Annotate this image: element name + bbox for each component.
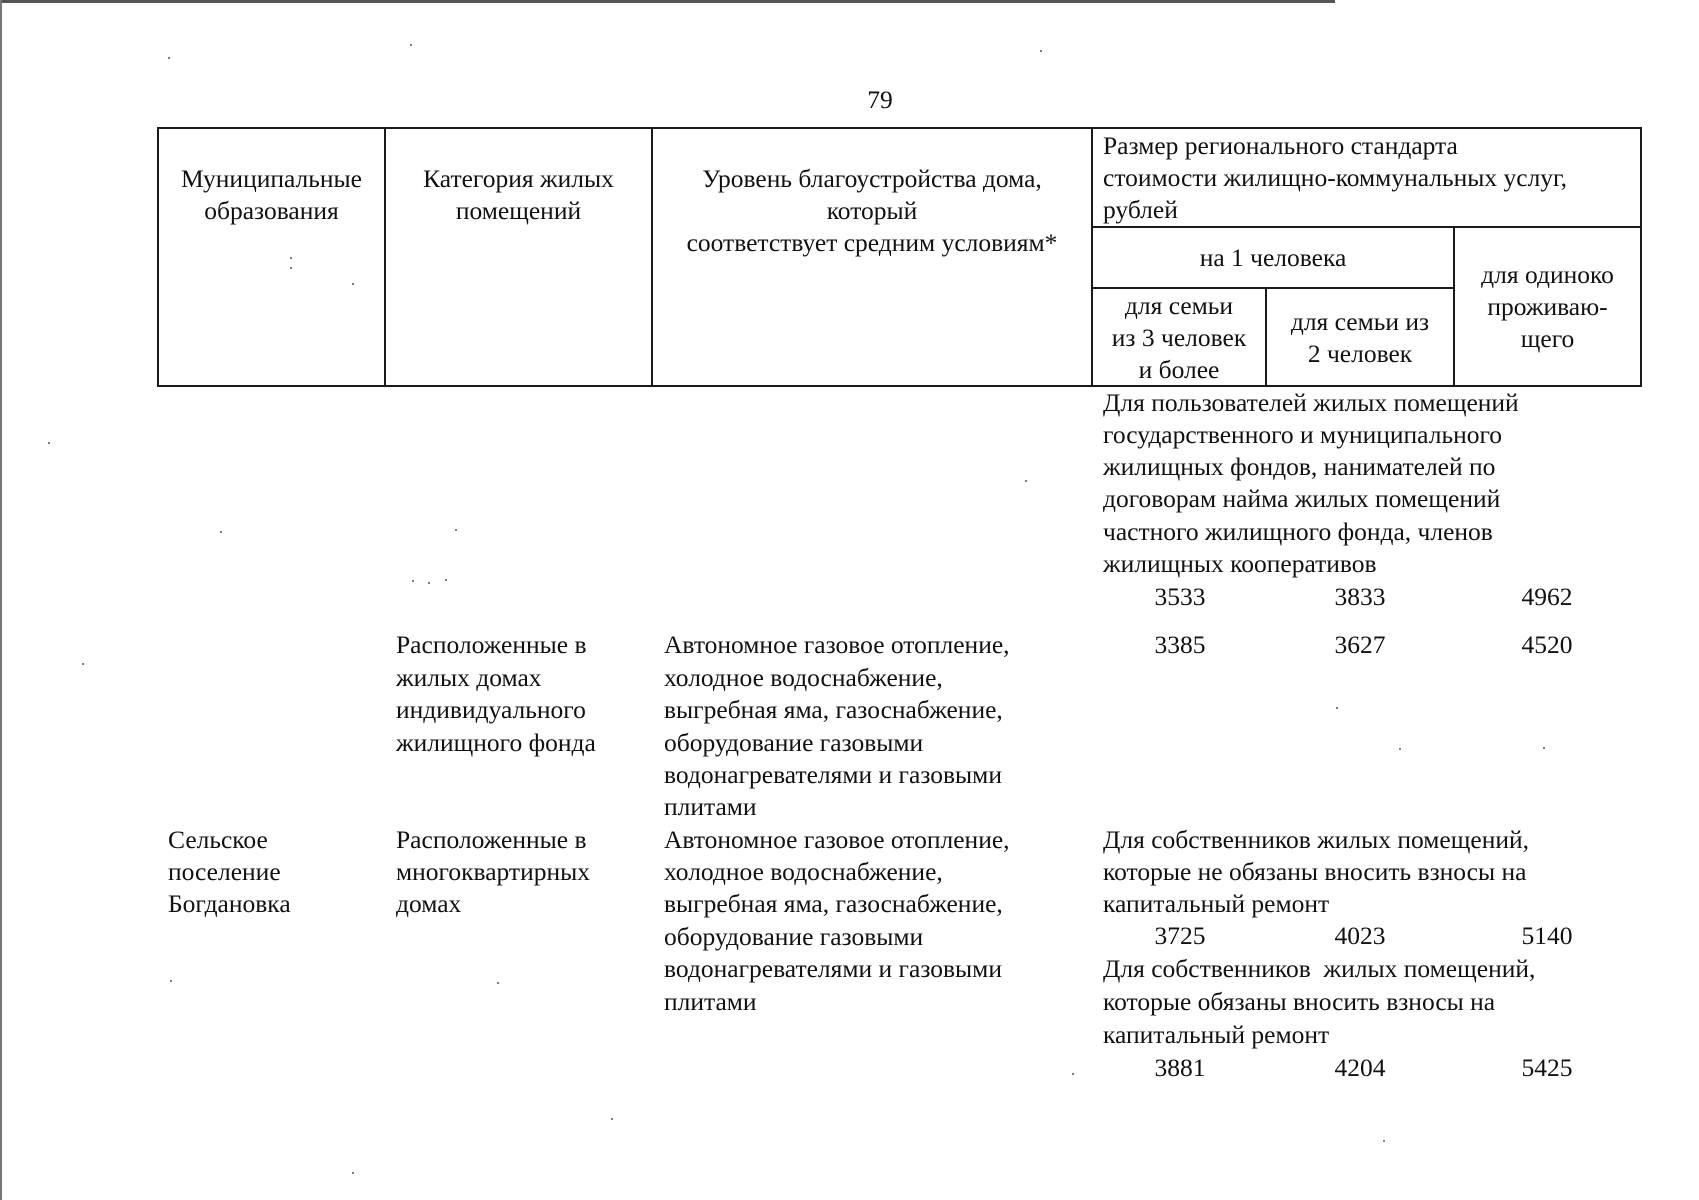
- cell-line: Сельское: [168, 825, 268, 854]
- speck: [410, 44, 412, 46]
- speck: [1383, 1140, 1385, 1142]
- value-family-3: 3385: [1154, 630, 1206, 659]
- speck: [1543, 747, 1545, 749]
- speck: [352, 1172, 354, 1174]
- value-single: 4520: [1521, 630, 1573, 659]
- header-line: соответствует средним условиям*: [686, 228, 1058, 257]
- cell-line: выгребная яма, газоснабжение,: [664, 889, 1003, 918]
- value-family-3: 3881: [1154, 1053, 1206, 1082]
- header-line: Размер регионального стандарта: [1103, 131, 1458, 160]
- header-line: для семьи: [1124, 291, 1234, 320]
- header-line: и более: [1138, 355, 1220, 384]
- caption-line: Для пользователей жилых помещений: [1103, 388, 1519, 417]
- caption-line: жилищных фондов, нанимателей по: [1103, 452, 1496, 481]
- caption-line: Для собственников жилых помещений,: [1103, 825, 1530, 854]
- header-line: Муниципальные: [180, 164, 362, 193]
- header-line: Уровень благоустройства дома,: [702, 164, 1042, 193]
- value-family-3: 3533: [1154, 582, 1206, 611]
- cell-line: индивидуального: [396, 695, 586, 724]
- value-single: 4962: [1521, 582, 1573, 611]
- header-line: для семьи из: [1290, 307, 1430, 336]
- header-line: проживаю-: [1487, 292, 1608, 321]
- cell-line: поселение: [168, 857, 281, 886]
- scan-left-edge: [0, 0, 2, 1200]
- cell-line: водонагревателями и газовыми: [664, 760, 1002, 789]
- speck: [48, 442, 50, 444]
- cell-line: Расположенные в: [396, 825, 587, 854]
- cell-line: холодное водоснабжение,: [664, 857, 943, 886]
- speck: [1336, 707, 1338, 709]
- header-line: стоимости жилищно-коммунальных услуг,: [1103, 163, 1568, 192]
- speck: [611, 1118, 613, 1120]
- cell-line: Автономное газовое отопление,: [664, 630, 1010, 659]
- header-line: рублей: [1103, 195, 1178, 224]
- caption-line: Для собственников жилых помещений,: [1103, 954, 1536, 983]
- speck: [170, 980, 172, 982]
- value-family-2: 4204: [1334, 1053, 1386, 1082]
- caption-line: жилищных кооперативов: [1103, 549, 1377, 578]
- speck: [168, 57, 170, 59]
- caption-line: государственного и муниципального: [1103, 420, 1503, 449]
- cell-line: Автономное газовое отопление,: [664, 825, 1010, 854]
- scan-top-edge: [0, 0, 1335, 3]
- speck: [82, 663, 84, 665]
- cell-line: холодное водоснабжение,: [664, 663, 943, 692]
- cell-line: плитами: [664, 792, 757, 821]
- speck: [428, 582, 430, 584]
- speck: [290, 267, 292, 269]
- header-line: 2 человек: [1307, 339, 1413, 368]
- value-single: 5140: [1521, 921, 1573, 950]
- header-line: из 3 человек: [1111, 323, 1247, 352]
- value-family-3: 3725: [1154, 921, 1206, 950]
- header-per-person: на 1 человека: [1199, 243, 1347, 272]
- header-line: Категория жилых: [423, 164, 614, 193]
- speck: [1399, 748, 1401, 750]
- cell-line: жилых домах: [396, 663, 542, 692]
- cell-line: выгребная яма, газоснабжение,: [664, 695, 1003, 724]
- header-line: щего: [1520, 324, 1575, 353]
- caption-line: капитальный ремонт: [1103, 1020, 1330, 1049]
- speck: [497, 982, 499, 984]
- header-line: который: [826, 196, 918, 225]
- caption-line: договорам найма жилых помещений: [1103, 484, 1501, 513]
- header-line: образования: [204, 196, 339, 225]
- speck: [1072, 1073, 1074, 1075]
- caption-line: которые обязаны вносить взносы на: [1103, 987, 1496, 1016]
- cell-line: Расположенные в: [396, 630, 587, 659]
- table-top-border: [157, 127, 1642, 129]
- speck: [352, 283, 354, 285]
- page-number: 79: [867, 85, 893, 114]
- cell-line: многоквартирных: [396, 857, 591, 886]
- cell-line: водонагревателями и газовыми: [664, 954, 1002, 983]
- speck: [220, 531, 222, 533]
- caption-line: частного жилищного фонда, членов: [1103, 517, 1493, 546]
- cell-line: Богдановка: [168, 889, 291, 918]
- speck: [445, 579, 447, 581]
- cell-line: плитами: [664, 987, 757, 1016]
- caption-line: капитальный ремонт: [1103, 889, 1330, 918]
- value-family-2: 3833: [1334, 582, 1386, 611]
- per-person-hline: [1091, 287, 1454, 289]
- value-single: 5425: [1521, 1053, 1573, 1082]
- table-right-border: [1640, 127, 1642, 387]
- cell-line: домах: [396, 889, 462, 918]
- cell-line: жилищного фонда: [396, 728, 596, 757]
- speck: [1025, 480, 1027, 482]
- speck: [290, 257, 292, 259]
- value-family-2: 4023: [1334, 921, 1386, 950]
- caption-line: которые не обязаны вносить взносы на: [1103, 857, 1527, 886]
- speck: [412, 580, 414, 582]
- cell-line: оборудование газовыми: [664, 922, 924, 951]
- value-family-2: 3627: [1334, 630, 1386, 659]
- header-line: помещений: [455, 196, 582, 225]
- cell-line: оборудование газовыми: [664, 728, 924, 757]
- speck: [1040, 50, 1042, 52]
- speck: [455, 529, 457, 531]
- header-line: для одиноко: [1481, 260, 1614, 289]
